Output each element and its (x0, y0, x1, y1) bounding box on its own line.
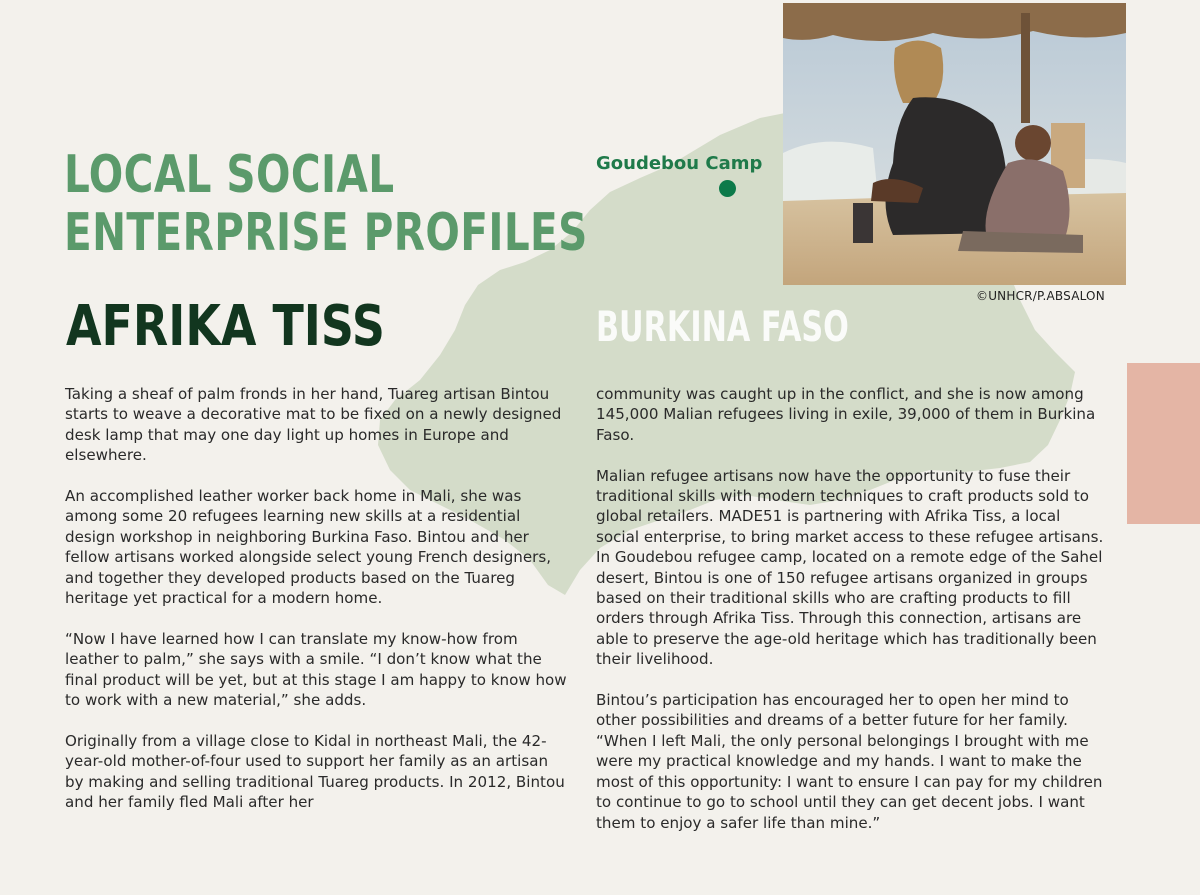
paragraph: An accomplished leather worker back home in Mali, she was among some 20 refugees learning new skills at a residential design workshop in neighboring Burkina Faso. Bintou and her fellow artisans worked alongside select young French designers, and together they developed products based on the Tuareg heritage yet practical for a modern home. (65, 487, 551, 608)
photo (783, 3, 1126, 285)
accent-bar (1127, 363, 1200, 524)
country-label: BURKINA FASO (596, 302, 849, 351)
camp-location-marker (719, 180, 736, 197)
paragraph: Originally from a village close to Kidal in northeast Mali, the 42-year-old mother-of-four used to support her family as an artisan by making and selling traditional Tuareg products. In 2012, Bintou and her family fled Mali after her (65, 731, 565, 812)
right-column (596, 384, 1106, 853)
left-column (65, 384, 570, 833)
section-title-line-1: LOCAL SOCIAL (64, 145, 395, 205)
paragraph: Taking a sheaf of palm fronds in her hand, Tuareg artisan Bintou starts to weave a decorative mat to be fixed on a newly designed desk lamp that may one day light up homes in Europe and elsewhere. (65, 385, 562, 465)
section-title (64, 146, 588, 262)
paragraph: Bintou’s participation has encouraged her to open her mind to other possibilities and dreams of a better future for her family. “When I left Mali, the only personal belongings I brought with me were my practical knowledge and my hands. I want to make the most of this opportunity: I want to ensure I can pay for my children to continue to go to school until they can get decent jobs. I want them to enjoy a safer life than mine.” (596, 691, 1103, 832)
paragraph: “Now I have learned how I can translate my know-how from leather to palm,” she says with a smile. “I don’t know what the final product will be yet, but at this stage I am happy to know how to work with a new material,” she adds. (65, 629, 567, 710)
paragraph: community was caught up in the conflict, and she is now among 145,000 Malian refugees living in exile, 39,000 of them in Burkina Faso. (596, 385, 1096, 444)
profile-title: AFRIKA TISS (66, 294, 385, 359)
photo-tuareg-man-and-child-icon (783, 3, 1126, 285)
section-title-line-2: ENTERPRISE PROFILES (64, 203, 588, 263)
photo-credit: ©UNHCR/P.ABSALON (976, 289, 1105, 303)
camp-label: Goudebou Camp (596, 153, 763, 174)
paragraph: Malian refugee artisans now have the opportunity to fuse their traditional skills with modern techniques to craft products sold to global retailers. MADE51 is partnering with Afrika Tiss, a local social enterprise, to bring market access to these refugee artisans. In Goudebou refugee camp, located on a remote edge of the Sahel desert, Bintou is one of 150 refugee artisans organized in groups based on their traditional skills who are crafting products to fill orders through Afrika Tiss. Through this connection, artisans are able to preserve the age-old heritage which has traditionally been their livelihood. (596, 466, 1104, 669)
